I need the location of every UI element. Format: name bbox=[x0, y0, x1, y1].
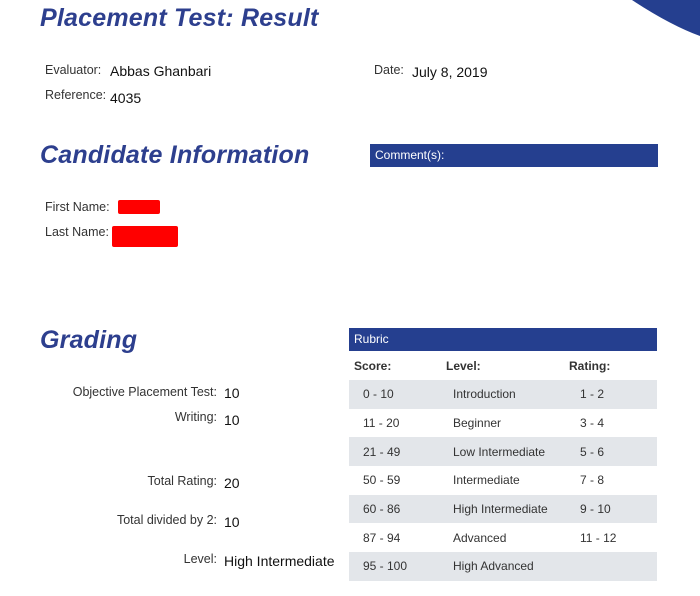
rubric-row bbox=[349, 495, 657, 524]
grading-heading: Grading bbox=[40, 326, 138, 354]
rubric-score: 21 - 49 bbox=[363, 444, 401, 459]
rubric-level: High Intermediate bbox=[453, 502, 548, 517]
level-column-header: Level: bbox=[446, 358, 481, 373]
rubric-column-headers bbox=[349, 351, 657, 380]
rubric-score: 11 - 20 bbox=[363, 416, 400, 431]
rubric-level: Beginner bbox=[453, 416, 502, 431]
rubric-score: 95 - 100 bbox=[363, 559, 408, 574]
first-name-redaction bbox=[118, 200, 160, 214]
last-name-label: Last Name: bbox=[45, 225, 109, 239]
score-column-header: Score: bbox=[354, 358, 392, 373]
rubric-level: Advanced bbox=[453, 530, 507, 545]
candidate-heading: Candidate Information bbox=[40, 141, 310, 169]
rubric-row bbox=[349, 466, 657, 495]
rubric-rating: 1 - 2 bbox=[580, 387, 605, 402]
last-name-redaction bbox=[112, 226, 178, 247]
rubric-table bbox=[349, 328, 657, 581]
first-name-label: First Name: bbox=[45, 200, 110, 214]
rubric-rating: 9 - 10 bbox=[580, 502, 611, 517]
date-value: July 8, 2019 bbox=[412, 64, 488, 80]
rubric-row bbox=[349, 409, 657, 438]
comments-label: Comment(s): bbox=[375, 148, 445, 162]
objective-test-value: 10 bbox=[224, 385, 240, 401]
rubric-score: 0 - 10 bbox=[363, 387, 394, 402]
level-value: High Intermediate bbox=[224, 553, 335, 569]
total-rating-label: Total Rating: bbox=[147, 474, 217, 488]
rubric-row bbox=[349, 437, 657, 466]
comments-header bbox=[370, 144, 658, 167]
total-divided-value: 10 bbox=[224, 514, 240, 530]
rubric-score: 60 - 86 bbox=[363, 502, 401, 517]
rubric-title: Rubric bbox=[349, 328, 657, 351]
objective-test-label: Objective Placement Test: bbox=[72, 385, 217, 399]
rubric-level: Introduction bbox=[453, 387, 516, 402]
rubric-level: Intermediate bbox=[453, 473, 520, 488]
rubric-level: Low Intermediate bbox=[453, 444, 546, 459]
corner-decoration bbox=[620, 0, 700, 40]
reference-value: 4035 bbox=[110, 90, 142, 106]
writing-value: 10 bbox=[224, 412, 240, 428]
rubric-rating: 3 - 4 bbox=[580, 416, 605, 431]
reference-label: Reference: bbox=[45, 88, 107, 102]
level-label: Level: bbox=[183, 552, 217, 566]
total-rating-value: 20 bbox=[224, 475, 240, 491]
rubric-rating: 5 - 6 bbox=[580, 444, 605, 459]
page-title: Placement Test: Result bbox=[40, 4, 319, 32]
writing-label: Writing: bbox=[174, 410, 217, 424]
rubric-score: 87 - 94 bbox=[363, 530, 401, 545]
date-label: Date: bbox=[374, 63, 404, 77]
evaluator-label: Evaluator: bbox=[45, 63, 102, 77]
evaluator-value: Abbas Ghanbari bbox=[110, 63, 212, 79]
rubric-row bbox=[349, 380, 657, 409]
rubric-row bbox=[349, 552, 657, 581]
rubric-rating: 11 - 12 bbox=[580, 530, 617, 545]
rubric-score: 50 - 59 bbox=[363, 473, 401, 488]
rubric-rating: 7 - 8 bbox=[580, 473, 605, 488]
rating-column-header: Rating: bbox=[569, 358, 611, 373]
rubric-level: High Advanced bbox=[453, 559, 534, 574]
total-divided-label: Total divided by 2: bbox=[116, 513, 217, 527]
rubric-row bbox=[349, 523, 657, 552]
